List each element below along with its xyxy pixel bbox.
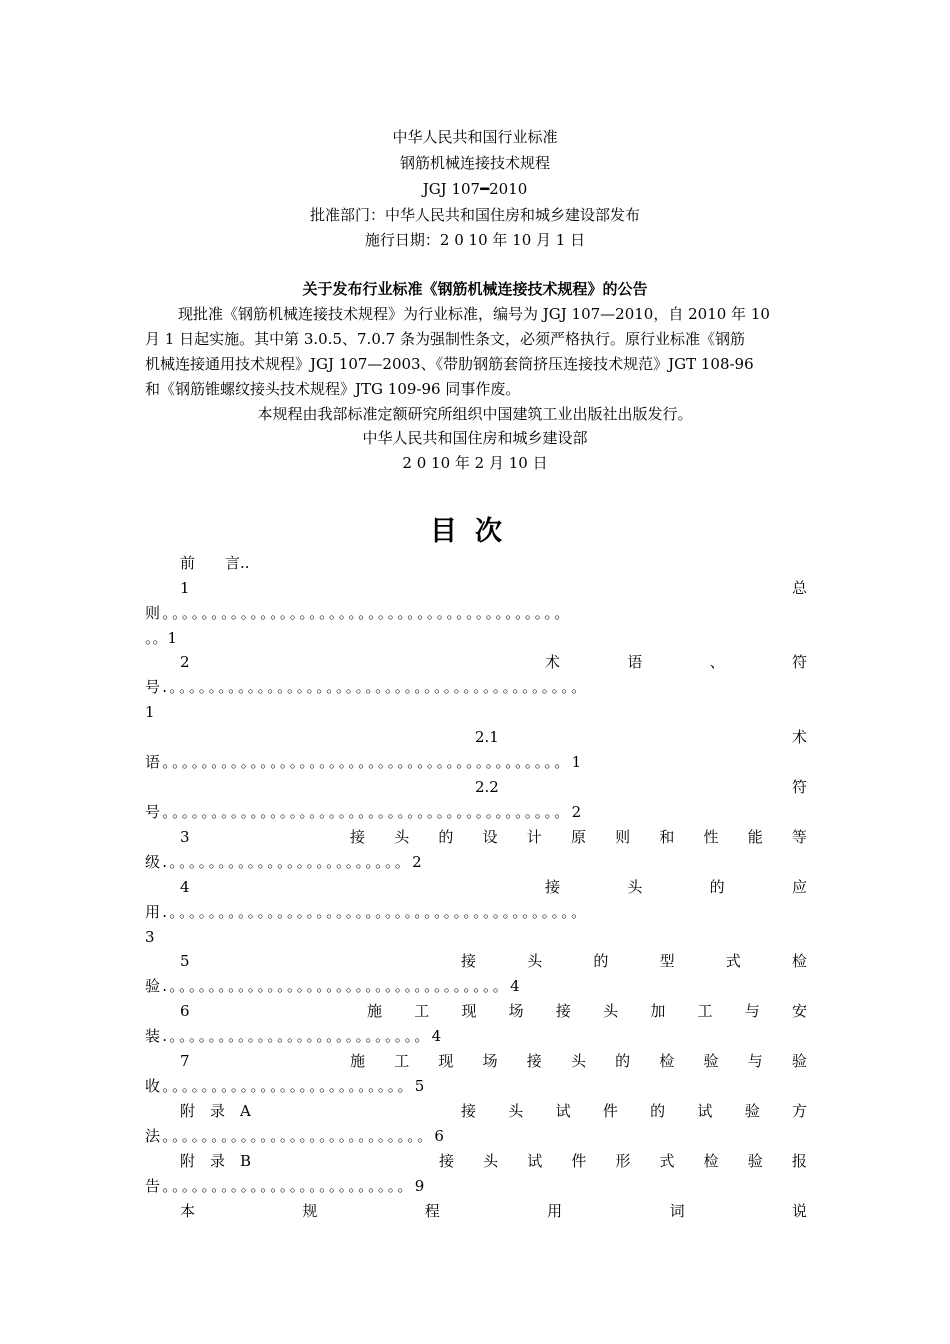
toc-title-char: 和 [659, 828, 675, 846]
toc-entry-leader: 号.。。。。。。。。。。。。。。。。。。。。。。。。。。。。。。。。。。。。。。。。。。 [145, 678, 589, 696]
toc-title-char: 的 [438, 828, 454, 846]
toc-title-char: 接 [439, 1152, 455, 1170]
toc-title-char: 检 [703, 1152, 719, 1170]
toc-title-char: 验 [747, 1152, 763, 1170]
toc-title-char: 头 [483, 1152, 499, 1170]
toc-title-char: 用 [547, 1202, 563, 1220]
toc-title-char: 说 [791, 1202, 807, 1220]
toc-entry-number: 3 [180, 828, 190, 846]
standard-title: 钢筋机械连接技术规程 [399, 154, 550, 172]
toc-title-char: 术 [791, 728, 807, 746]
toc-entry-heading [145, 1051, 807, 1071]
toc-entry-heading [145, 777, 807, 797]
toc-title-char: 式 [659, 1152, 675, 1170]
toc-title-char: 计 [526, 828, 542, 846]
toc-title-char: 的 [709, 878, 725, 896]
toc-entry-number: 2 [180, 653, 190, 671]
issue-date: 2 0 10 年 2 月 10 日 [402, 454, 548, 472]
toc-entry-page: 1 [145, 703, 155, 721]
toc-title-char: 场 [508, 1002, 524, 1020]
toc-title-char: 报 [791, 1152, 807, 1170]
toc-title-char: 应 [791, 878, 807, 896]
toc-title-char: 件 [571, 1152, 587, 1170]
toc-title-char: 工 [697, 1002, 713, 1020]
toc-title-char: 性 [703, 828, 719, 846]
notice-paragraph-line: 机械连接通用技术规程》JGJ 107—2003、《带肋钢筋套筒挤压连接技术规范》JGT 108-96 [145, 355, 754, 373]
effective-date: 施行日期：2 0 10 年 10 月 1 日 [364, 231, 586, 249]
toc-entry-number: 1 [180, 579, 190, 597]
toc-entry-title [350, 827, 807, 847]
toc-entry-leader: 验.。。。。。。。。。。。。。。。。。。。。。。。。。。。。。。。。。。4 [145, 977, 522, 995]
toc-title-char: 词 [669, 1202, 685, 1220]
toc-title-char: 现 [461, 1002, 477, 1020]
toc-title-char: 件 [602, 1102, 618, 1120]
toc-entry-leader: 法。。。。。。。。。。。。。。。。。。。。。。。。。。。6 [145, 1127, 447, 1145]
toc-title-char: 符 [791, 778, 807, 796]
toc-title-char: 、 [709, 653, 725, 671]
toc-title-char: 总 [791, 579, 807, 597]
toc-title-char: 验 [744, 1102, 760, 1120]
toc-entry-title [439, 1151, 807, 1171]
toc-title-char: 的 [615, 1052, 631, 1070]
toc-title-char: 形 [615, 1152, 631, 1170]
notice-paragraph-line: 现批准《钢筋机械连接技术规程》为行业标准，编号为 JGJ 107—2010，自 2010 年 10 [178, 305, 770, 323]
toc-entry-number: 2.1 [475, 728, 499, 746]
toc-title-char: 工 [414, 1002, 430, 1020]
toc-title-char: 工 [394, 1052, 410, 1070]
toc-entry-heading [145, 578, 807, 598]
toc-title-char: 检 [791, 952, 807, 970]
notice-paragraph-line: 月 1 日起实施。其中第 3.0.5、7.0.7 条为强制性条文，必须严格执行。原行业标准《钢筋 [145, 330, 745, 348]
toc-entry-title [350, 1051, 807, 1071]
toc-entry-heading [145, 1151, 807, 1171]
toc-entry-title [545, 652, 807, 672]
toc-entry-number: 5 [180, 952, 190, 970]
toc-title-char: 验 [703, 1052, 719, 1070]
toc-entry-title [790, 777, 807, 797]
toc-title-char: 头 [570, 1052, 586, 1070]
toc-title-char: 头 [627, 878, 643, 896]
toc-entry-heading [145, 1201, 807, 1221]
toc-entry-number: 2.2 [475, 778, 499, 796]
toc-entry-title [180, 1201, 807, 1221]
publish-note: 本规程由我部标准定额研究所组织中国建筑工业出版社出版发行。 [257, 405, 693, 423]
toc-title-char: 检 [659, 1052, 675, 1070]
toc-title-char: 设 [482, 828, 498, 846]
toc-entry-number: 附 录 B [180, 1152, 252, 1170]
toc-entry-heading [145, 877, 807, 897]
toc-entry-number: 附 录 A [180, 1102, 251, 1120]
toc-entry-page: 3 [145, 928, 155, 946]
toc-entry-heading [145, 1101, 807, 1121]
toc-entry-leader: 则。。。。。。。。。。。。。。。。。。。。。。。。。。。。。。。。。。。。。。。。。 [145, 604, 572, 622]
toc-title-char: 能 [747, 828, 763, 846]
toc-title-char: 场 [482, 1052, 498, 1070]
toc-title-char: 的 [650, 1102, 666, 1120]
toc-title-char: 与 [747, 1052, 763, 1070]
toc-entry-leader: 级.。。。。。。。。。。。。。。。。。。。。。。。。2 [145, 853, 424, 871]
toc-title-char: 施 [350, 1052, 366, 1070]
toc-entry-heading [145, 652, 807, 672]
toc-title-char: 试 [555, 1102, 571, 1120]
toc-title-char: 接 [555, 1002, 571, 1020]
toc-title-char: 加 [650, 1002, 666, 1020]
toc-entry-leader: 号。。。。。。。。。。。。。。。。。。。。。。。。。。。。。。。。。。。。。。。。。2 [145, 803, 584, 821]
toc-entry-title [367, 1001, 807, 1021]
toc-title-char: 本 [180, 1202, 196, 1220]
toc-entry-number: 6 [180, 1002, 190, 1020]
toc-title-char: 型 [659, 952, 675, 970]
toc-entry-heading [145, 827, 807, 847]
toc-title-char: 语 [627, 653, 643, 671]
standard-code: JGJ 107━2010 [422, 180, 528, 198]
toc-entry-heading [145, 951, 807, 971]
toc-entry-leader: 用.。。。。。。。。。。。。。。。。。。。。。。。。。。。。。。。。。。。。。。。。。。 [145, 903, 589, 921]
toc-title-char: 接 [461, 952, 477, 970]
toc-entry-leader: 装.。。。。。。。。。。。。。。。。。。。。。。。。。。4 [145, 1027, 444, 1045]
standard-category: 中华人民共和国行业标准 [392, 128, 558, 146]
toc-title-char: 符 [791, 653, 807, 671]
toc-title-char: 规 [302, 1202, 318, 1220]
toc-title-char: 程 [424, 1202, 440, 1220]
toc-title-char: 试 [527, 1152, 543, 1170]
toc-entry-heading [145, 727, 807, 747]
toc-title-char: 与 [744, 1002, 760, 1020]
toc-title-char: 头 [527, 952, 543, 970]
toc-title-char: 接 [350, 828, 366, 846]
toc-entry-page: 。。1 [145, 629, 178, 647]
toc-title: 目次 [430, 516, 520, 547]
toc-entry-leader: 语。。。。。。。。。。。。。。。。。。。。。。。。。。。。。。。。。。。。。。。。。1 [145, 753, 584, 771]
toc-entry-leader: 收。。。。。。。。。。。。。。。。。。。。。。。。。5 [145, 1077, 427, 1095]
toc-title-char: 现 [438, 1052, 454, 1070]
toc-title-char: 头 [603, 1002, 619, 1020]
toc-entry-leader: 告。。。。。。。。。。。。。。。。。。。。。。。。。9 [145, 1177, 427, 1195]
toc-title-char: 接 [461, 1102, 477, 1120]
toc-title-char: 接 [545, 878, 561, 896]
toc-title-char: 施 [367, 1002, 383, 1020]
notice-paragraph-line: 和《钢筋锥螺纹接头技术规程》JTG 109-96 同事作废。 [145, 380, 521, 398]
toc-title-char: 式 [725, 952, 741, 970]
toc-entry-title [545, 877, 807, 897]
toc-title-char: 接 [526, 1052, 542, 1070]
toc-title-char: 等 [791, 828, 807, 846]
toc-preface: 前 言.. [180, 554, 250, 572]
issuer: 中华人民共和国住房和城乡建设部 [362, 429, 588, 447]
toc-entry-number: 7 [180, 1052, 190, 1070]
toc-entry-title [790, 578, 807, 598]
toc-title-char: 的 [593, 952, 609, 970]
toc-title-char: 安 [791, 1002, 807, 1020]
toc-title-char: 头 [394, 828, 410, 846]
approval-department: 批准部门：中华人民共和国住房和城乡建设部发布 [309, 206, 640, 224]
toc-title-char: 术 [545, 653, 561, 671]
notice-title: 关于发布行业标准《钢筋机械连接技术规程》的公告 [302, 280, 648, 298]
toc-title-char: 头 [508, 1102, 524, 1120]
toc-title-char: 原 [570, 828, 586, 846]
toc-title-char: 方 [791, 1102, 807, 1120]
toc-title-char: 验 [791, 1052, 807, 1070]
toc-entry-number: 4 [180, 878, 190, 896]
toc-entry-heading [145, 1001, 807, 1021]
toc-title-char: 则 [615, 828, 631, 846]
toc-entry-title [461, 1101, 807, 1121]
toc-title-char: 试 [697, 1102, 713, 1120]
toc-entry-title [790, 727, 807, 747]
toc-entry-title [461, 951, 807, 971]
